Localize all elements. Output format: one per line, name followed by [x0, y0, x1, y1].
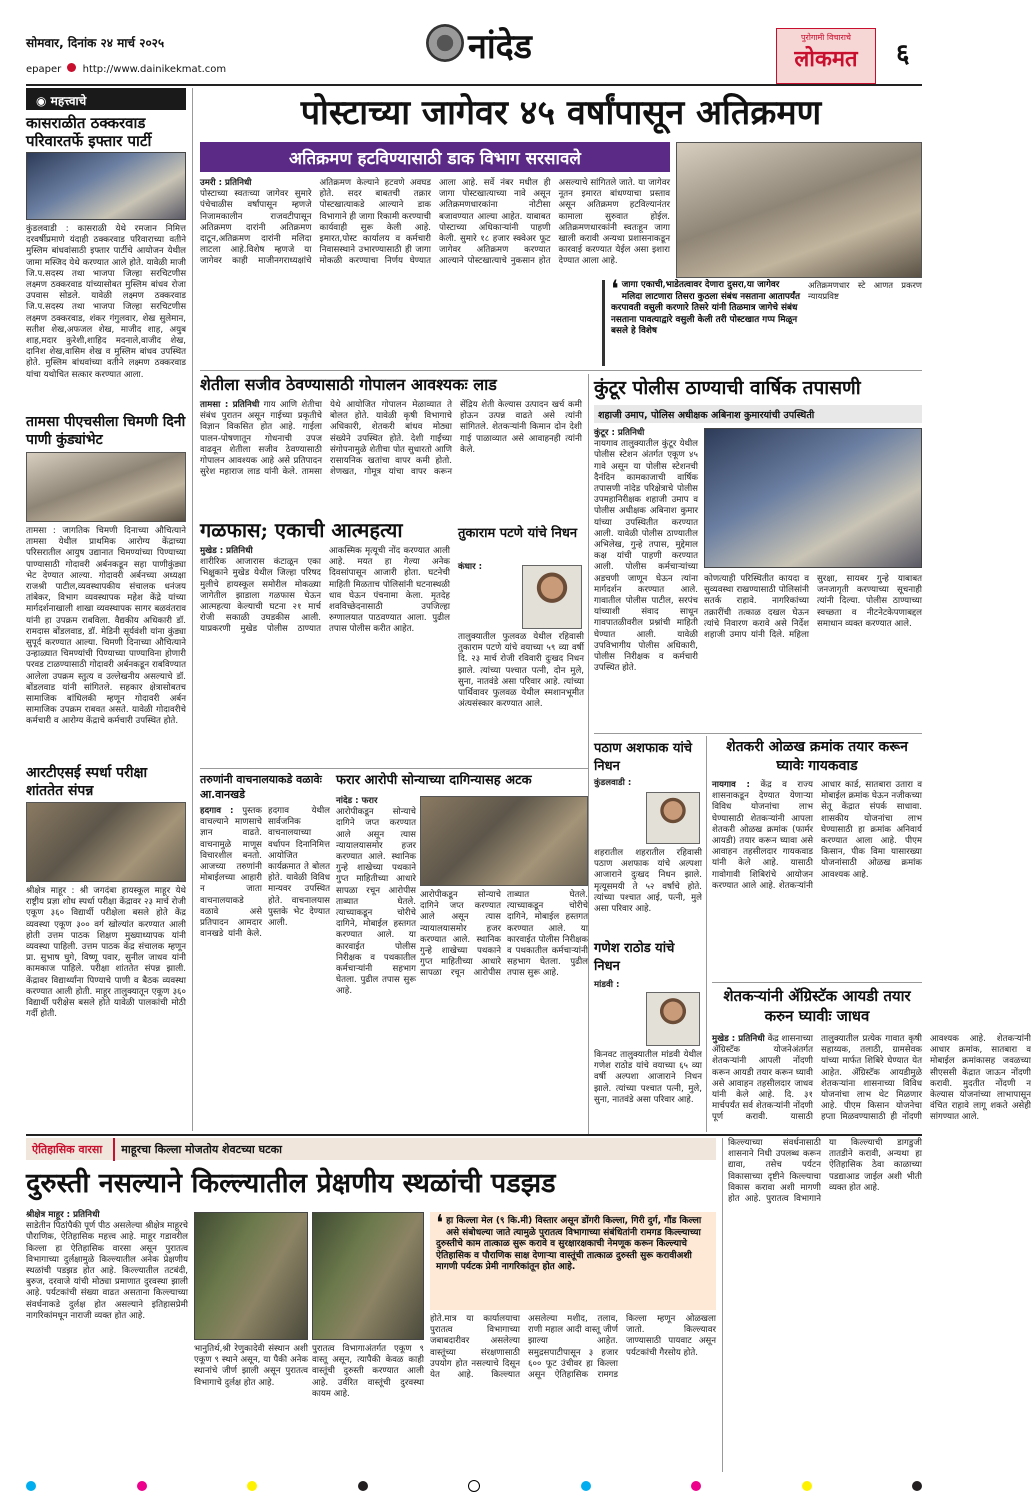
theft-photo — [420, 796, 588, 886]
farmer-id-body-text: केंद्र व राज्य शासनाकडून देण्यात येणाऱ्या विविध योजनांचा लाभ घेण्यासाठी शेतकऱ्यांनी आपला शेतकरी ओळख क्रमांक (फार्मर आयडी) तयार करून घ्यावा असे आवाहन तहसीलदार गायकवाड यांनी केले आहे. यासाठी गावोगावी शिबिरांचे आयोजन करण्यात आले आहे. शेतकऱ्यांनी आधार कार्ड, सातबारा उतारा व मोबाईल क्रमांक घेऊन नजीकच्या सेतू केंद्रात संपर्क साधावा. शासकीय योजनांचा लाभ घेण्यासाठी हा क्रमांक अनिवार्य करण्यात आला आहे. पीएम किसान, पीक विमा यासारख्या योजनांसाठी ओळख क्रमांक आवश्यक आहे. — [712, 780, 922, 891]
epaper-label: epaper — [26, 64, 62, 75]
obit-pathan-byline: कुंडलवाडी : — [594, 778, 632, 788]
story-sparrow-title: तामसा पीएचसीला चिमणी दिनी पाणी कुंड्यांभेट — [26, 414, 186, 448]
lead-bottom-rule — [200, 370, 922, 371]
heritage-photo-text-2: पुरातत्व विभागाअंतर्गत एकूण ९ वास्तू असून, त्यापैकी केवळ काही वास्तूंची दुरुस्ती करण्यात आली आहे. उर्वरित वास्तूंची दुरवस्था कायम आहे. — [312, 1344, 424, 1399]
heritage-right-divider — [722, 1138, 723, 1472]
heritage-headline: दुरुस्ती नसल्याने किल्ल्यातील प्रेक्षणीय स्थळांची पडझड — [26, 1168, 556, 1199]
center-divider — [588, 374, 589, 1134]
globe-icon — [67, 63, 76, 72]
obit-patne-body: तालुक्यातील फुलवळ येथील रहिवासी तुकाराम पटणे यांचे वयाच्या ५९ व्या वर्षी दि. २३ मार्च रोजी रविवारी दुःखद निधन झाले. त्यांच्या पश्चात पत्नी, दोन मुले, सुना, नातवंडे असा परिवार आहे. त्यांच्या पार्थिवावर फुलवळ येथील स्मशानभूमीत अंत्यसंस्कार करण्यात आले. — [458, 632, 584, 710]
color-dot — [247, 1481, 257, 1491]
heritage-kicker: माहूरचा किल्ला मोजतोय शेवटच्या घटका — [113, 1138, 288, 1161]
heritage-byline: श्रीक्षेत्र माहूर : प्रतिनिधी — [26, 1210, 100, 1220]
reading-body — [200, 806, 330, 1132]
obit-rathod-byline: मांडवी : — [594, 980, 620, 990]
theft-byline: नांदेड : फरार — [336, 796, 378, 806]
lead-body — [200, 178, 670, 366]
heritage-body-3: किल्ल्याच्या संवर्धनासाठी शासनाने निधी उपलब्ध करून द्यावा, तसेच पर्यटन विकासाच्या दृष्टीने किल्ल्याचा विकास करावा अशी मागणी होत आहे. पुरातत्व विभागाने या किल्ल्याची डागडुजी तातडीने करावी, अन्यथा हा ऐतिहासिक ठेवा काळाच्या पडद्याआड जाईल अशी भीती व्यक्त होत आहे. — [728, 1138, 922, 1205]
farm-headline: शेतीला सजीव ठेवण्यासाठी गोपालन आवश्यकः लाड — [200, 375, 497, 394]
color-dot — [137, 1481, 147, 1491]
obit-pathan-headline: पठाण अशफाक यांचे निधन — [594, 741, 693, 774]
lead-byline: उमरी : प्रतिनिधी — [200, 178, 252, 188]
quote-mark-icon: ❛ — [611, 275, 619, 303]
story-iftar-photo — [26, 152, 186, 220]
print-color-bar — [26, 1480, 922, 1492]
color-dot — [358, 1481, 368, 1491]
heritage-body-2: होते.मात्र या कार्यालयाचा पुरातत्व विभागाच्या जबाबदारीवर असलेल्या वास्तूंच्या संरक्षणासाठी उपयोग होत नसल्याचे दिसून येत आहे. किल्ल्यात असलेल्या मशीद, तलाव, राणी महाल आदी वास्तू जीर्ण झाल्या आहेत. समुद्रसपाटीपासून ३ हजार ६०० फूट उंचीवर हा किल्ला असून ऐतिहासिक रामगड किल्ला म्हणून ओळखला जातो. किल्ल्यावर जाण्यासाठी पायवाट असून पर्यटकांची गैरसोय होते. — [430, 1314, 716, 1381]
heritage-pullquote-text: हा किल्ला मेल (९ कि.मी) विस्तार असून डोंगरी किल्ला, गिरी दुर्ग, गौंड किल्ला असे संबोधल्या जाते त्यामुळे पुरातत्व विभागाच्या संबंधितांनी रामगड किल्ल्याच्या दुरुस्तीचे काम तात्काळ सुरू करावे व सुरक्षारक्षकाची नेमणूक करून किल्ल्याचे ऐतिहासिक व पौराणिक साक्ष देणाऱ्या वास्तूंची तात्काळ दुरुस्ती सुरू करावीअशी मागणी पर्यटक प्रेमी नागरिकांतून होत आहे. — [436, 1216, 702, 1272]
suicide-headline: गळफास; एकाची आत्महत्या — [200, 518, 403, 542]
farmer-id-headline: शेतकरी ओळख क्रमांक तयार करून घ्यावेः गायकवाड — [726, 739, 908, 774]
heritage-body — [26, 1210, 188, 1472]
story-sparrow-photo — [26, 452, 186, 522]
color-dot — [912, 1481, 922, 1491]
police-photo — [704, 428, 922, 568]
reading-body-text: पुस्तक वाचल्याने माणसाचे ज्ञान वाढते. वाचनामुळे माणूस विचारशील बनतो. आजच्या तरुणांनी मोबाईलच्या आहारी न जाता वाचनालयाकडे वळावे असे प्रतिपादन आमदार वानखडे यांनी केले. हदगाव येथील सार्वजनिक वाचनालयाच्या वर्धापन दिनानिमित्त आयोजित कार्यक्रमात ते बोलत होते. यावेळी विविध मान्यवर उपस्थित होते. वाचनालयास पुस्तके भेट देण्यात आली. — [200, 806, 330, 940]
lead-headline: पोस्टाच्या जागेवर ४५ वर्षांपासून अतिक्रमण — [300, 93, 822, 133]
page-number: ६ — [896, 39, 910, 69]
heritage-label-bar — [26, 1138, 716, 1160]
police-body — [594, 428, 698, 730]
lead-photo — [676, 142, 922, 278]
story-rtse-body: श्रीक्षेत्र माहूर : श्री जगदंबा हायस्कूल माहूर येथे राष्ट्रीय प्रज्ञा शोध स्पर्धा परीक्षा केंद्रावर २३ मार्च रोजी एकूण ३६० विद्यार्थी परीक्षेला बसले होते केंद्र व्यवस्था एकूण ३०० वर्ग खोल्यांत करण्यात आली होती उत्तम पाठक शिक्षण मुख्याध्यापक यांनी व्यवस्था पाहिली. उत्तम पाठक केंद्र संचालक म्हणून प्रा. सुभाष घुगे, विष्णू पवार, सुनील जाधव यांनी कामकाज पाहिले. परीक्षा शांततेत संपन्न झाली. केंद्रावर विद्यार्थ्यांना पिण्याचे पाणी व बैठक व्यवस्था करण्यात आली होती. माहूर तालुक्यातून एकूण ३६० विद्यार्थी परीक्षेस बसले होते यावेळी पालकांची मोठी गर्दी होती. — [26, 886, 186, 1020]
right-col-divider — [706, 736, 707, 1132]
farmer-id-body — [712, 780, 922, 978]
theft-body-continued: आरोपीकडून सोन्याचे दागिने जप्त करण्यात आले असून त्यास न्यायालयासमोर हजर करण्यात आले. स्थानिक गुन्हे शाखेच्या पथकाने गुप्त माहितीच्या आधारे सापळा रचून आरोपीस ताब्यात घेतले. त्याच्याकडून चोरीचे दागिने, मोबाईल हस्तगत करण्यात आले. या कारवाईत पोलीस निरीक्षक व पथकातील कर्मचाऱ्यांनी सहभाग घेतला. पुढील तपास सुरू आहे. — [420, 890, 588, 979]
obit-pathan-body: शहरातील शहरातील रहिवासी पठाण अशफाक यांचे अल्पशा आजाराने दुःखद निधन झाले. मृत्यूसमयी ते ५२ वर्षांचे होते. त्यांच्या पश्चात आई, पत्नी, मुले असा परिवार आहे. — [594, 848, 702, 915]
farm-body-text: गाय आणि शेतीचा संबंध पुरातन असून गाईच्या प्रकृतीचे विज्ञान विकसित होत आहे. गाईला पालन-पोषणातून गोधनाची उपज वाढवून शेतीला सजीव ठेवण्यासाठी गोपालन आवश्यक आहे असे प्रतिपादन सुरेश महाराज लाड यांनी केले. तामसा येथे आयोजित गोपालन मेळाव्यात ते बोलत होते. यावेळी कृषी विभागाचे अधिकारी, शेतकरी बांधव मोठ्या संख्येने उपस्थित होते. देशी गाईंच्या संगोपनामुळे शेतीचा पोत सुधारतो आणि रासायनिक खतांचा वापर कमी होतो. शेणखत, गोमूत्र यांचा वापर करून सेंद्रिय शेती केल्यास उत्पादन खर्च कमी होऊन उत्पन्न वाढते असे त्यांनी सांगितले. शेतकऱ्यांनी किमान दोन देशी गाई पाळाव्यात असे आवाहनही त्यांनी केले. — [200, 400, 582, 478]
suicide-body — [200, 546, 450, 766]
obit-pathan-photo — [646, 792, 700, 844]
mid-rule — [200, 768, 588, 769]
suicide-byline: मुखेड : प्रतिनिधी — [200, 546, 253, 556]
color-dot — [26, 1481, 36, 1491]
sidebar-section-label: महत्त्वाचे — [50, 94, 87, 108]
story-iftar-title: कासराळीत ठक्करवाड परिवारतर्फे इफ्तार पार्टी — [26, 114, 152, 150]
section-marker-icon: ◉ — [36, 94, 51, 108]
heritage-photo-wall — [312, 1212, 424, 1340]
lead-subheadline: अतिक्रमण हटविण्यासाठी डाक विभाग सरसावले — [289, 149, 581, 169]
farm-byline: तामसा : प्रतिनिधी — [200, 400, 260, 410]
color-dot — [581, 1481, 591, 1491]
edition-city: नांदेड — [468, 27, 532, 67]
obit-patne-byline: कंधार : — [458, 562, 483, 572]
edition-emblem-icon — [426, 24, 464, 62]
suicide-body-text: शारीरिक आजारास कंटाळून एका भिक्षुकाने मुखेड येथील जिल्हा परिषद मुलीचे हायस्कूल समोरील मोकळ्या जागेतील झाडाला गळफास घेऊन आत्महत्या केल्याची घटना २१ मार्च रोजी सकाळी उघडकीस आली. याप्रकरणी मुखेड पोलीस ठाण्यात आकस्मिक मृत्यूची नोंद करण्यात आली आहे. मयत हा गेल्या अनेक दिवसांपासून आजारी होता. घटनेची माहिती मिळताच पोलिसांनी घटनास्थळी धाव घेऊन पंचनामा केला. मृतदेह शवविच्छेदनासाठी उपजिल्हा रुग्णालयात पाठवण्यात आला. पुढील तपास पोलीस करीत आहेत. — [200, 546, 450, 635]
quote-mark-icon-2: ❛ — [436, 1211, 444, 1236]
police-byline: कुंटूर : प्रतिनिधी — [594, 428, 645, 438]
obit-rule — [594, 733, 922, 734]
agristack-headline: शेतकऱ्यांनी ॲग्रिस्टॅक आयडी तयार करुन घ्यावीः जाधव — [723, 987, 911, 1025]
obit-rathod-photo — [646, 992, 700, 1046]
obit-patne-photo — [522, 565, 582, 629]
brand-logo: लोकमत — [794, 46, 858, 72]
police-subheadline-bar — [594, 405, 922, 423]
masthead — [0, 0, 945, 85]
agristack-body-text: केंद्र शासनाच्या ॲग्रिस्टॅक योजनेअंतर्गत शेतकऱ्यांनी आपली नोंदणी करून आयडी तयार करून घ्यावी असे आवाहन तहसीलदार जाधव यांनी केले आहे. दि. ३१ मार्चपर्यंत सर्व शेतकऱ्यांनी नोंदणी पूर्ण करावी. यासाठी तालुक्यातील प्रत्येक गावात कृषी सहाय्यक, तलाठी, ग्रामसेवक यांच्या मार्फत शिबिरे घेण्यात येत आहेत. ॲग्रिस्टॅक आयडीमुळे शेतकऱ्यांना शासनाच्या विविध योजनांचा लाभ थेट मिळणार आहे. पीएम किसान योजनेचा हप्ता मिळवण्यासाठी ही नोंदणी आवश्यक आहे. शेतकऱ्यांनी आधार क्रमांक, सातबारा व मोबाईल क्रमांकासह जवळच्या सीएससी केंद्रात जाऊन नोंदणी करावी. मुदतीत नोंदणी न केल्यास योजनांच्या लाभापासून वंचित राहावे लागू शकते असेही सांगण्यात आले. — [712, 1034, 1031, 1123]
farmer-id-byline: नायगाव : — [712, 780, 750, 790]
theft-body — [336, 796, 416, 1132]
obit-patne-headline: तुकाराम पटणे यांचे निधन — [458, 526, 578, 541]
sidebar-section-bar — [26, 88, 186, 110]
story-iftar-body: कुंडलवाडी : कासराळी येथे रमजान निमित्त दरवर्षीप्रमाणे यंदाही ठक्करवाड परिवाराच्या वतीने मुस्लिम बांधवांसाठी इफ्तार पार्टीचे आयोजन येथील जामा मस्जिद येथे करण्यात आले होते. यावेळी माजी जि.प.सदस्य तथा भाजपा जिल्हा सरचिटणीस लक्ष्मण ठक्करवाड यांच्यासोबत मुस्लिम बांधव रोजा उपवास सोडले. यावेळी लक्ष्मण ठक्करवाड जि.प.सदस्य तथा भाजपा जिल्हा सरचिटणीस लक्ष्मण ठक्करवाड, शंकर गंगुलवार, शेख सुलेमान, सतीश शेख,अफजल शेख, माजीद शाह, अयुब शाह,मदार कुरेशी,शाहिद मदनाले,वाजीद शेख, दानिश शेख,वासिम शेख व मुस्लिम बांधव उपस्थित होते. मुस्लिम बांधवांच्या वतीने लक्ष्मण ठक्करवाड यांचा यथोचित सत्कार करण्यात आला. — [26, 224, 186, 380]
sidebar-divider — [192, 88, 193, 1131]
heritage-label: ऐतिहासिक वारसा — [32, 1143, 103, 1156]
story-sparrow-body: तामसा : जागतिक चिमणी दिनाच्या औचित्याने तामसा येथील प्राथमिक आरोग्य केंद्राच्या परिसरातील आयुष उद्यानात चिमण्यांच्या पिण्याच्या पाण्यासाठी गोदावरी अर्बनकडून सहा पाणीकुंड्या भेट देण्यात आल्या. गोदावरी अर्बनच्या अध्यक्षा राजश्री पाटील,व्यवस्थापकीय संचालक धनंजय तांबेकर, विभाग व्यवस्थापक महेश केंद्रे यांच्या मार्गदर्शनाखाली शाखा व्यवस्थापक सागर बळवंतराव यांनी हा उपक्रम राबविला. वैद्यकीय अधिकारी डॉ. रामदास बोंडलवाड, डॉ. मेडिनी सूर्यवंशी यांना कुंड्या सुपूर्द करण्यात आल्या. चिमणी दिनाच्या औचित्याने उन्हाळ्यात चिमण्यांची पिण्याच्या पाण्याविना होणारी परवड टाळण्यासाठी गोदावरी अर्बनकडून राबविण्यात आलेला उपक्रम स्तुत्य व उल्लेखनीय असल्याचे डॉ. बोंडलवाड यांनी सांगितले. सहकार क्षेत्रासोबतच सामाजिक बांधिलकी म्हणून गोदावरी अर्बन सामाजिक उपक्रम राबवत असते. यावेळी गोदावरीचे कर्मचारी व आरोग्य केंद्राचे कर्मचारी उपस्थित होते. — [26, 526, 186, 727]
obit-rathod-headline: गणेश राठोड यांचे निधन — [594, 941, 675, 974]
police-headline: कुंटूर पोलीस ठाण्याची वार्षिक तपासणी — [594, 377, 861, 399]
theft-body-text: आरोपीकडून सोन्याचे दागिने जप्त करण्यात आले असून त्यास न्यायालयासमोर हजर करण्यात आले. स्थानिक गुन्हे शाखेच्या पथकाने गुप्त माहितीच्या आधारे सापळा रचून आरोपीस ताब्यात घेतले. त्याच्याकडून चोरीचे दागिने, मोबाईल हस्तगत करण्यात आले. या कारवाईत पोलीस निरीक्षक व पथकातील कर्मचाऱ्यांनी सहभाग घेतला. पुढील तपास सुरू आहे. — [336, 807, 416, 997]
color-dot — [691, 1481, 701, 1491]
issue-date: सोमवार, दिनांक २४ मार्च २०२५ — [26, 36, 165, 50]
story-rtse-title: आरटीएसई स्पर्धा परीक्षा शांततेत संपन्न — [26, 765, 148, 799]
reading-headline: तरुणांनी वाचनालयाकडे वळावेः आ.वानखडे — [200, 773, 322, 801]
site-url[interactable]: http://www.dainikekmat.com — [82, 64, 227, 75]
lead-subheadline-bar — [200, 142, 670, 172]
registration-mark-icon — [468, 1480, 480, 1492]
theft-headline: फरार आरोपी सोन्याच्या दागिन्यासह अटक — [336, 773, 532, 788]
heritage-top-rule — [26, 1134, 922, 1136]
police-body-text: नायगाव तालुक्यातील कुंटूर येथील पोलीस स्टेशन अंतर्गत एकूण ४५ गावे असून या पोलीस स्टेशनची दैनंदिन कामकाजाची वार्षिक तपासणी नांदेड परिक्षेत्राचे पोलीस उपमहानिरीक्षक शहाजी उमाप व पोलीस अधीक्षक अबिनाश कुमार यांच्या उपस्थितीत करण्यात आली. यावेळी पोलीस ठाण्यातील अभिलेख, गुन्हे तपास, मुद्देमाल कक्ष यांची पाहणी करण्यात आली. पोलीस कर्मचाऱ्यांच्या अडचणी जाणून घेऊन त्यांना मार्गदर्शन करण्यात आले. गावातील पोलीस पाटील, सरपंच यांच्याशी संवाद साधून गावपातळीवरील प्रश्नांची माहिती घेण्यात आली. यावेळी उपविभागीय पोलीस अधिकारी, पोलीस निरीक्षक व कर्मचारी उपस्थित होते. — [594, 439, 698, 674]
lead-pullquote — [602, 275, 802, 366]
police-body-continued: कोणत्याही परिस्थितीत कायदा व सुव्यवस्था राखण्यासाठी पोलिसांनी सतर्क राहावे. नागरिकांच्या तक्रारींची तत्काळ दखल घेऊन त्यांचे निवारण करावे असे निर्देश शहाजी उमाप यांनी दिले. महिला सुरक्षा, सायबर गुन्हे याबाबत जनजागृती करण्याच्या सूचनाही त्यांनी दिल्या. पोलीस ठाण्याच्या स्वच्छता व नीटनेटकेपणाबद्दल समाधान व्यक्त करण्यात आले. — [704, 574, 922, 641]
obit-rathod-body: किनवट तालुक्यातील मांडवी येथील गणेश राठोड यांचे वयाच्या ६५ व्या वर्षी अल्पशा आजाराने निधन झाले. त्यांच्या पश्चात पत्नी, मुले, सुना, नातवंडे असा परिवार आहे. — [594, 1050, 702, 1105]
story-rtse-photo — [26, 802, 186, 882]
heritage-photo-gate — [194, 1212, 308, 1340]
reading-byline: हदगाव : — [200, 806, 234, 816]
farm-body — [200, 400, 582, 514]
heritage-pullquote — [430, 1212, 716, 1310]
brand-box — [776, 28, 876, 84]
agristack-byline: मुखेड : प्रतिनिधी — [712, 1034, 765, 1044]
heritage-body-text: साडेतीन पिठांपैकी पूर्ण पीठ असलेल्या श्रीक्षेत्र माहूरचे पौराणिक, ऐतिहासिक महत्त्व आहे. माहूर गडावरील किल्ला हा ऐतिहासिक वारसा असून पुरातत्व विभागाच्या दुर्लक्षामुळे किल्ल्यातील अनेक प्रेक्षणीय स्थळांची पडझड होत आहे. किल्ल्यातील तटबंदी, बुरुज, दरवाजे यांची मोठ्या प्रमाणात दुरवस्था झाली आहे. पर्यटकांची संख्या वाढत असताना किल्ल्याच्या संवर्धनाकडे दुर्लक्ष होत असल्याने इतिहासप्रेमी नागरिकांमधून नाराजी व्यक्त होत आहे. — [26, 1221, 188, 1321]
police-subheadline: शहाजी उमाप, पोलिस अधीक्षक अबिनाश कुमारयांची उपस्थिती — [598, 410, 815, 421]
header-rule — [26, 84, 922, 86]
brand-tagline: पुरोगामी विचाराचे — [801, 33, 851, 42]
heritage-photo-text: भानुतिर्थ,श्री रेणुकादेवी संस्थान अशी एकूण ९ स्थाने असून, या पैकी अनेक स्थानांचे जीर्ण झाली असून पुरातत्व विभागाचे दुर्लक्ष होत आहे. — [194, 1344, 308, 1388]
color-dot — [802, 1481, 812, 1491]
lead-body-text: पोस्टाच्या स्वतःच्या जागेवर सुमारे पंचेचाळीस वर्षांपासून म्हणजे निजामकालीन राजवटीपासून अतिक्रमण दारांनी अतिक्रमण दाटून,अतिक्रमण दारांनी मलिदा लाटला आहे.विशेष म्हणजे या जागेवर काही माजीनगराध्यक्षांचे अतिक्रमण केल्याने हटवणे अवघड होते. सदर बाबतची तक्रार पोस्टखात्याकडे आल्याने डाक विभागाने ही जागा रिकामी करण्याची कार्यवाही सुरू केली आहे. इमारत,पोस्ट कार्यालय व कर्मचारी निवासस्थाने उभारण्यासाठी ही जागा मोकळी करण्याचा निर्णय घेण्यात आला आहे. सर्वे नंबर मधील ही जागा पोस्टखात्याच्या नावे असून अतिक्रमणधारकांना नोटीसा बजावण्यात आल्या आहेत. याबाबत पोस्टाच्या अधिकाऱ्यांनी पाहणी केली. सुमारे १८ हजार स्क्वेअर फूट जागेवर अतिक्रमण करण्यात आल्याने पोस्टखात्याचे नुकसान होत असल्याचे सांगितले जाते. या जागेवर नूतन इमारत बांधण्याचा प्रस्ताव असून अतिक्रमण हटविल्यानंतर कामाला सुरुवात होईल. अतिक्रमणधारकांनी स्वतःहून जागा खाली करावी अन्यथा प्रशासनाकडून कारवाई करण्यात येईल असा इशारा देण्यात आला आहे. — [200, 178, 670, 267]
agristack-body — [712, 1034, 1031, 1132]
lead-pullquote-text: जागा एकाची,भाडेतत्वावर देणारा दुसरा,या जागेवर मलिदा लाटणारा तिसरा कुठला संबंध नसताना आतापर्यंत करपावती वसुली करणारे तिसरे यांनी तिळमात्र जागेचे संबंध नसताना पावत्याद्वारे वसुली केली तरी पोस्टखात गप्प मिळून बसले हे विशेष — [611, 280, 801, 336]
lead-caption: अतिक्रमणधार स्टे आणत प्रकरण न्यायप्रविष्ट — [808, 280, 922, 302]
agristack-rule — [712, 982, 922, 983]
epaper-line — [26, 63, 226, 75]
